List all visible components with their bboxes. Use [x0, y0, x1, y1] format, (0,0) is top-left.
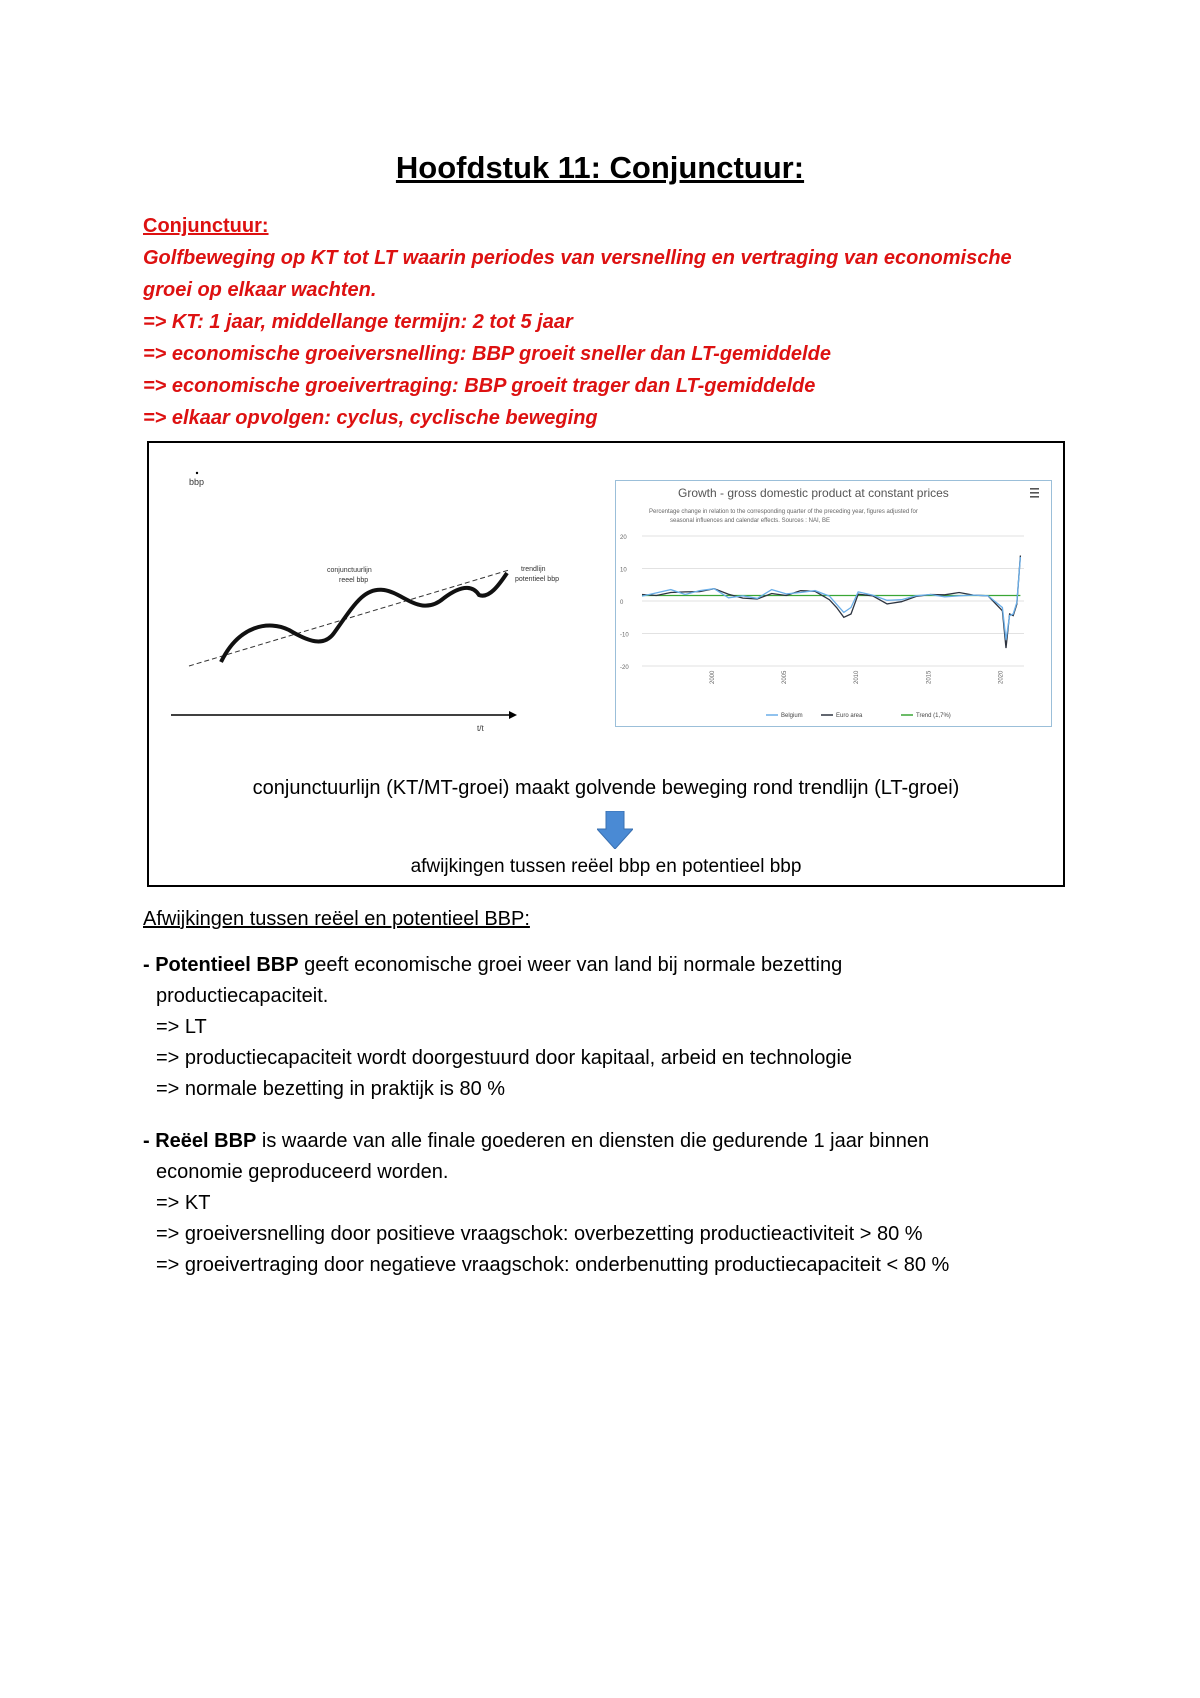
x-tick-label: 2015 [926, 670, 933, 684]
series-line [642, 557, 1020, 640]
legend-label: Belgium [781, 713, 803, 719]
down-arrow-icon [597, 811, 633, 849]
dot-mark [196, 472, 198, 474]
bullet-line [143, 950, 1073, 981]
cycle-label: reeel bbp [339, 577, 369, 584]
intro-line: Golfbeweging op KT tot LT waarin periodes van versnelling en vertraging van economische [143, 247, 1012, 269]
intro-line: => economische groeiversnelling: BBP groeit sneller dan LT-gemiddelde [143, 343, 831, 365]
bullet-prefix: - [143, 954, 156, 976]
y-tick-label: 0 [620, 600, 624, 606]
trend-line [189, 570, 509, 666]
gdp-growth-svg [616, 481, 1051, 726]
y-tick-label: 20 [620, 535, 627, 541]
x-tick-label: 2005 [782, 670, 789, 684]
figure-box [147, 441, 1065, 887]
cycle-line [221, 573, 507, 662]
intro-line: groei op elkaar wachten. [143, 279, 377, 301]
trend-label: trendlijn [521, 566, 546, 573]
potential-gdp-bullet [143, 950, 1073, 1105]
bullet-sub: => KT [156, 1192, 211, 1214]
page-title: Hoofdstuk 11: Conjunctuur: [395, 150, 805, 185]
bullet-sub: => groeiversnelling door positieve vraagschok: overbezetting productieactiviteit > 80 % [156, 1223, 923, 1245]
section-heading: Afwijkingen tussen reëel en potentieel BBP: [143, 908, 530, 930]
bullet-text: is waarde van alle finale goederen en diensten die gedurende 1 jaar binnen [256, 1130, 930, 1152]
intro-line: => KT: 1 jaar, middellange termijn: 2 tot 5 jaar [143, 311, 573, 333]
chart-subtitle: Percentage change in relation to the corresponding quarter of the preceding year, figures adjusted for [649, 509, 918, 515]
x-tick-label: 2000 [710, 670, 717, 684]
bullet-prefix: - [143, 1130, 156, 1152]
y-tick-label: 10 [620, 567, 627, 574]
chart-subtitle: seasonal influences and calendar effects. Sources : NAI, BE [670, 518, 830, 524]
bullet-sub: => productiecapaciteit wordt doorgestuurd door kapitaal, arbeid en technologie [156, 1047, 853, 1069]
gdp-growth-chart [615, 480, 1052, 727]
intro-heading: Conjunctuur: [143, 215, 269, 237]
diagram-arrowhead [509, 711, 517, 719]
bullet-text: geeft economische groei weer van land bij normale bezetting [298, 954, 843, 976]
cycle-label: conjunctuurlijn [327, 567, 372, 574]
diagram-x-label: t/t [477, 724, 484, 733]
bullet-continuation: productiecapaciteit. [156, 985, 329, 1007]
hamburger-bar [1030, 496, 1039, 498]
bullet-sub: => normale bezetting in praktijk is 80 % [156, 1078, 506, 1100]
bullet-sub: => LT [156, 1016, 207, 1038]
diagram-y-label: bbp [189, 477, 205, 487]
real-gdp-bullet [143, 1126, 1073, 1281]
chart-title: Growth - gross domestic product at constant prices [678, 486, 949, 500]
x-tick-label: 2020 [998, 670, 1005, 684]
bullet-term: Reëel BBP [155, 1130, 257, 1152]
intro-line: => economische groeivertraging: BBP groeit trager dan LT-gemiddelde [143, 375, 816, 397]
bullet-sub: => groeivertraging door negatieve vraagschok: onderbenutting productiecapaciteit < 80 % [156, 1254, 950, 1276]
hamburger-bar [1030, 492, 1039, 494]
bullet-term: Potentieel BBP [155, 954, 299, 976]
bullet-line [143, 1126, 1073, 1157]
legend-label: Euro area [836, 713, 863, 719]
trend-label: potentieel bbp [515, 576, 559, 583]
bullet-continuation: economie geproduceerd worden. [156, 1161, 449, 1183]
series-line [642, 556, 1020, 649]
business-cycle-diagram [159, 455, 599, 745]
hamburger-menu-icon[interactable] [1030, 488, 1039, 498]
y-tick-label: -20 [620, 665, 629, 671]
hamburger-bar [1030, 488, 1039, 490]
y-tick-label: -10 [620, 632, 629, 639]
figure-result: afwijkingen tussen reëel bbp en potentieel bbp [410, 856, 802, 877]
figure-caption: conjunctuurlijn (KT/MT-groei) maakt golvende beweging rond trendlijn (LT-groei) [252, 777, 960, 799]
arrow-shape [597, 811, 633, 849]
legend-label: Trend (1,7%) [916, 713, 951, 719]
x-tick-label: 2010 [854, 670, 861, 684]
intro-block [143, 210, 1073, 434]
intro-line: => elkaar opvolgen: cyclus, cyclische beweging [143, 407, 598, 429]
